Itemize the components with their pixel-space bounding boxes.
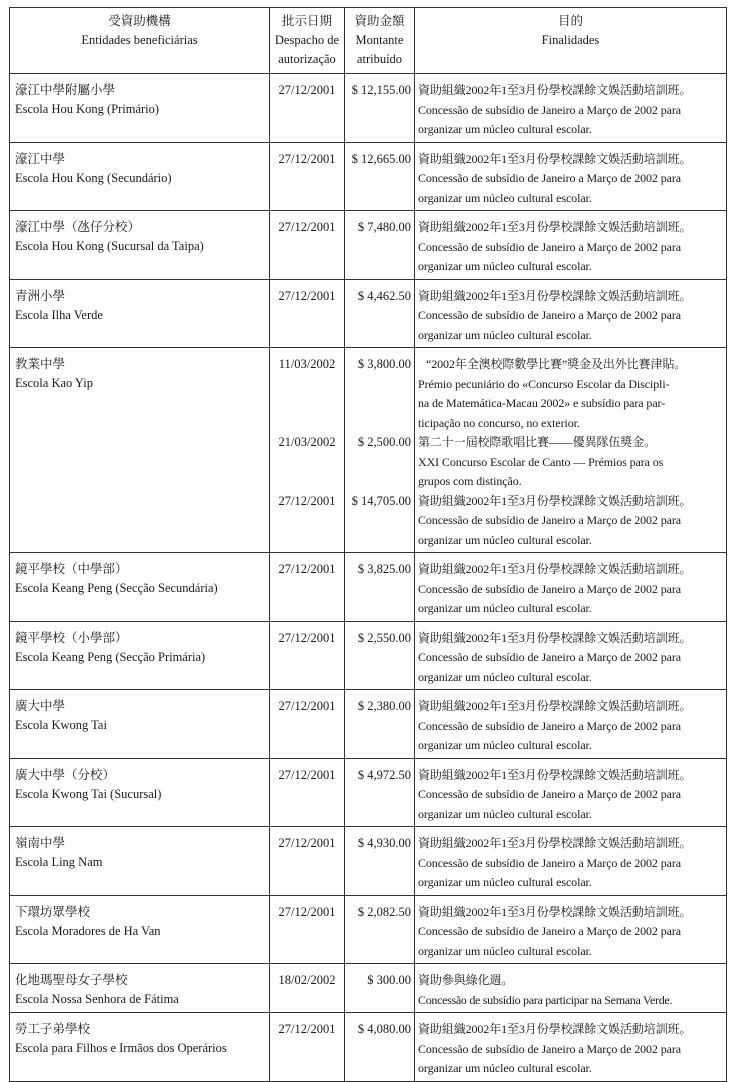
entity-name-zh: 濠江中學（氹仔分校）	[15, 220, 141, 234]
amount-cell	[345, 348, 415, 553]
purpose-pt-1: XXI Concurso Escolar de Canto — Prémios para os	[418, 454, 664, 469]
dispatch-date: 27/12/2001	[278, 493, 336, 508]
entity-name-pt: Escola Keang Peng (Secção Secundária)	[15, 581, 218, 595]
header-amount-pt-2: atribuído	[356, 52, 403, 66]
dispatch-date: 27/12/2001	[278, 630, 336, 645]
header-date-pt-2: autorização	[278, 52, 336, 66]
purpose-zh: “2002年全澳校際數學比賽”獎金及出外比賽津貼。	[426, 357, 687, 371]
amount-value: $ 12,665.00	[351, 151, 411, 166]
amount-value: $ 12,155.00	[351, 83, 411, 97]
header-date-zh: 批示日期	[281, 14, 332, 28]
purpose-pt-1: Concessão de subsídio de Janeiro a Março de 2002 para	[418, 924, 681, 938]
entity-name-pt: Escola Hou Kong (Secundário)	[15, 170, 172, 185]
purpose-pt-1: Concessão de subsídio de Janeiro a Março de 2002 para	[418, 718, 681, 733]
purpose-cell	[415, 74, 727, 143]
header-entity	[10, 8, 270, 74]
purpose-pt-2: organizar um núcleo cultural escolar.	[418, 875, 592, 889]
date-cell	[270, 1013, 345, 1082]
purpose-pt-1: Concessão de subsídio de Janeiro a Março de 2002 para	[418, 171, 681, 185]
entity-name-pt: Escola Hou Kong (Primário)	[15, 102, 160, 116]
purpose-pt-1: Concessão de subsídio de Janeiro a Março de 2002 para	[418, 1041, 681, 1056]
purpose-cell	[415, 964, 727, 1013]
header-entity-pt: Entidades beneficiárias	[81, 33, 198, 47]
date-cell	[270, 621, 345, 690]
purpose-pt-1: Concessão de subsídio de Janeiro a Março de 2002 para	[418, 581, 681, 596]
purpose-pt-1: Concessão de subsídio de Janeiro a Março de 2002 para	[418, 239, 681, 254]
amount-value: $ 4,462.50	[357, 288, 411, 303]
dispatch-date: 27/12/2001	[278, 767, 336, 782]
amount-value: $ 4,080.00	[357, 1022, 411, 1036]
entity-cell	[10, 964, 270, 1013]
entity-name-zh: 廣大中學（分校）	[15, 767, 116, 782]
dispatch-date: 11/03/2002	[278, 357, 336, 371]
entity-cell	[10, 827, 270, 896]
entity-name-zh: 下環坊眾學校	[15, 904, 91, 919]
table-row	[10, 690, 727, 759]
header-amount-zh: 資助金額	[354, 14, 405, 28]
amount-value: $ 4,930.00	[357, 836, 411, 850]
table-row	[10, 964, 727, 1013]
entity-name-pt: Escola Nossa Senhora de Fátima	[15, 992, 179, 1006]
purpose-pt-2: grupos com distinção.	[418, 474, 522, 488]
purpose-zh: 資助組織2002年1至3月份學校課餘文娛活動培訓班。	[418, 1022, 692, 1036]
amount-cell	[345, 758, 415, 827]
purpose-pt-1: Concessão de subsídio de Janeiro a Março de 2002 para	[418, 102, 681, 117]
purpose-pt-2: organizar um núcleo cultural escolar.	[418, 806, 592, 821]
purpose-pt-1: Concessão de subsídio de Janeiro a Março de 2002 para	[418, 308, 681, 322]
entity-cell	[10, 211, 270, 280]
date-cell	[270, 690, 345, 759]
purpose-zh: 第二十一屆校際歌唱比賽——優異隊伍獎金。	[418, 435, 657, 449]
date-cell	[270, 348, 345, 553]
entity-name-zh: 教業中學	[15, 357, 66, 371]
purpose-cell	[415, 621, 727, 690]
purpose-zh: 資助組織2002年1至3月份學校課餘文娛活動培訓班。	[418, 630, 692, 645]
entity-name-zh: 青洲小學	[15, 288, 66, 303]
amount-value: $ 2,082.50	[357, 904, 411, 919]
entity-name-zh: 鏡平學校（中學部）	[15, 562, 128, 576]
dispatch-date: 27/12/2001	[278, 151, 336, 166]
purpose-cell	[415, 142, 727, 211]
purpose-pt-1: Concessão de subsídio de Janeiro a Março de 2002 para	[418, 787, 681, 801]
purpose-pt-2: organizar um núcleo cultural escolar.	[418, 1061, 592, 1075]
entity-name-pt: Escola Keang Peng (Secção Primária)	[15, 649, 206, 664]
dispatch-date: 18/02/2002	[278, 973, 336, 987]
purpose-pt-2: organizar um núcleo cultural escolar.	[418, 327, 592, 342]
entity-cell	[10, 74, 270, 143]
entity-name-pt: Escola Ling Nam	[15, 855, 103, 869]
amount-cell	[345, 279, 415, 348]
dispatch-date: 27/12/2001	[278, 699, 336, 713]
dispatch-date: 21/03/2002	[278, 435, 336, 449]
amount-value: $ 3,800.00	[357, 357, 411, 371]
purpose-cell	[415, 553, 727, 622]
purpose-cell	[415, 348, 727, 553]
entity-name-pt: Escola Kao Yip	[15, 376, 93, 390]
amount-cell	[345, 553, 415, 622]
date-cell	[270, 142, 345, 211]
table-header-row	[10, 8, 727, 74]
purpose-pt-2: organizar um núcleo cultural escolar.	[418, 943, 592, 958]
amount-value: $ 2,500.00	[357, 435, 411, 449]
entity-name-pt: Escola Moradores de Ha Van	[15, 923, 161, 938]
header-amount	[345, 8, 415, 74]
date-cell	[270, 895, 345, 964]
amount-value: $ 3,825.00	[357, 562, 411, 576]
dispatch-date: 27/12/2001	[278, 220, 336, 234]
purpose-zh: 資助組織2002年1至3月份學校課餘文娛活動培訓班。	[418, 493, 692, 508]
entity-cell	[10, 553, 270, 622]
entity-name-pt: Escola Hou Kong (Sucursal da Taipa)	[15, 239, 204, 253]
dispatch-date: 27/12/2001	[278, 904, 336, 919]
header-date-pt-1: Despacho de	[274, 33, 340, 47]
purpose-pt-2: organizar um núcleo cultural escolar.	[418, 190, 592, 205]
entity-name-zh: 濠江中學	[15, 151, 66, 166]
purpose-zh: 資助參與綠化週。	[418, 973, 514, 987]
header-entity-zh: 受資助機構	[108, 14, 171, 28]
header-purpose	[415, 8, 727, 74]
purpose-cell	[415, 758, 727, 827]
table-row	[10, 348, 727, 553]
date-cell	[270, 279, 345, 348]
amount-value: $ 14,705.00	[351, 493, 411, 508]
dispatch-date: 27/12/2001	[278, 83, 336, 97]
amount-value: $ 4,972.50	[357, 767, 411, 782]
date-cell	[270, 964, 345, 1013]
entity-name-zh: 勞工子弟學校	[15, 1022, 91, 1036]
purpose-pt-1: Concessão de subsídio de Janeiro a Março de 2002 para	[418, 513, 681, 527]
entity-name-pt: Escola Ilha Verde	[15, 307, 103, 322]
purpose-zh: 資助組織2002年1至3月份學校課餘文娛活動培訓班。	[418, 220, 692, 234]
purpose-zh: 資助組織2002年1至3月份學校課餘文娛活動培訓班。	[418, 699, 692, 713]
table-row	[10, 758, 727, 827]
header-date	[270, 8, 345, 74]
amount-cell	[345, 1013, 415, 1082]
purpose-pt-2: organizar um núcleo cultural escolar.	[418, 601, 592, 615]
purpose-cell	[415, 1013, 727, 1082]
purpose-pt-3: ticipação no concurso, no exterior.	[418, 415, 580, 430]
entity-cell	[10, 1013, 270, 1082]
dispatch-date: 27/12/2001	[278, 288, 336, 303]
purpose-pt-1: Concessão de subsídio de Janeiro a Março de 2002 para	[418, 855, 681, 870]
entity-cell	[10, 758, 270, 827]
entity-name-zh: 廣大中學	[15, 699, 66, 713]
purpose-zh: 資助組織2002年1至3月份學校課餘文娛活動培訓班。	[418, 562, 692, 576]
entity-cell	[10, 621, 270, 690]
amount-value: $ 2,550.00	[357, 630, 411, 645]
purpose-pt-2: na de Matemática-Macau 2002» e subsídio para par-	[418, 396, 666, 410]
entity-name-zh: 嶺南中學	[15, 836, 66, 850]
dispatch-date: 27/12/2001	[278, 836, 336, 850]
amount-cell	[345, 827, 415, 896]
entity-cell	[10, 142, 270, 211]
purpose-cell	[415, 690, 727, 759]
date-cell	[270, 553, 345, 622]
purpose-cell	[415, 827, 727, 896]
purpose-pt-2: organizar um núcleo cultural escolar.	[418, 259, 592, 273]
entity-cell	[10, 348, 270, 553]
table-row	[10, 279, 727, 348]
subsidy-table	[9, 7, 727, 1082]
amount-cell	[345, 964, 415, 1013]
entity-name-zh: 化地瑪聖母女子學校	[15, 973, 128, 987]
table-row	[10, 827, 727, 896]
purpose-pt-2: organizar um núcleo cultural escolar.	[418, 532, 592, 547]
subsidy-table-page	[9, 7, 726, 1082]
amount-cell	[345, 211, 415, 280]
date-cell	[270, 758, 345, 827]
entity-cell	[10, 279, 270, 348]
date-cell	[270, 827, 345, 896]
amount-value: $ 7,480.00	[357, 220, 411, 234]
purpose-pt-2: organizar um núcleo cultural escolar.	[418, 122, 592, 136]
header-purpose-zh: 目的	[557, 14, 583, 28]
purpose-zh: 資助組織2002年1至3月份學校課餘文娛活動培訓班。	[418, 904, 692, 919]
date-cell	[270, 74, 345, 143]
purpose-zh: 資助組織2002年1至3月份學校課餘文娛活動培訓班。	[418, 836, 692, 850]
purpose-pt-1: Prémio pecuniário do «Concurso Escolar da Discipli-	[418, 376, 670, 391]
amount-cell	[345, 621, 415, 690]
entity-name-pt: Escola Kwong Tai (Sucursal)	[15, 786, 162, 801]
table-row	[10, 895, 727, 964]
entity-name-zh: 濠江中學附屬小學	[15, 83, 116, 97]
purpose-cell	[415, 211, 727, 280]
purpose-zh: 資助組織2002年1至3月份學校課餘文娛活動培訓班。	[418, 288, 692, 303]
purpose-pt-1: Concessão de subsídio de Janeiro a Março de 2002 para	[418, 650, 681, 664]
entity-cell	[10, 690, 270, 759]
purpose-cell	[415, 279, 727, 348]
entity-name-pt: Escola Kwong Tai	[15, 718, 107, 732]
table-row	[10, 1013, 727, 1082]
entity-name-pt: Escola para Filhos e Irmãos dos Operários	[15, 1041, 227, 1055]
purpose-pt-1: Concessão de subsídio para participar na Semana Verde.	[418, 992, 673, 1007]
amount-cell	[345, 895, 415, 964]
header-purpose-pt: Finalidades	[541, 33, 600, 47]
entity-name-zh: 鏡平學校（小學部）	[15, 630, 128, 645]
purpose-cell	[415, 895, 727, 964]
purpose-zh: 資助組織2002年1至3月份學校課餘文娛活動培訓班。	[418, 83, 692, 97]
purpose-zh: 資助組織2002年1至3月份學校課餘文娛活動培訓班。	[418, 151, 692, 166]
table-row	[10, 553, 727, 622]
amount-cell	[345, 74, 415, 143]
entity-cell	[10, 895, 270, 964]
amount-value: $ 300.00	[367, 973, 411, 987]
header-amount-pt-1: Montante	[355, 33, 404, 47]
amount-cell	[345, 142, 415, 211]
purpose-pt-2: organizar um núcleo cultural escolar.	[418, 669, 592, 684]
amount-value: $ 2,380.00	[357, 699, 411, 713]
table-row	[10, 74, 727, 143]
purpose-zh: 資助組織2002年1至3月份學校課餘文娛活動培訓班。	[418, 767, 692, 782]
table-row	[10, 142, 727, 211]
amount-cell	[345, 690, 415, 759]
dispatch-date: 27/12/2001	[278, 1022, 336, 1036]
dispatch-date: 27/12/2001	[278, 562, 336, 576]
date-cell	[270, 211, 345, 280]
table-row	[10, 621, 727, 690]
table-row	[10, 211, 727, 280]
purpose-pt-2: organizar um núcleo cultural escolar.	[418, 738, 592, 752]
